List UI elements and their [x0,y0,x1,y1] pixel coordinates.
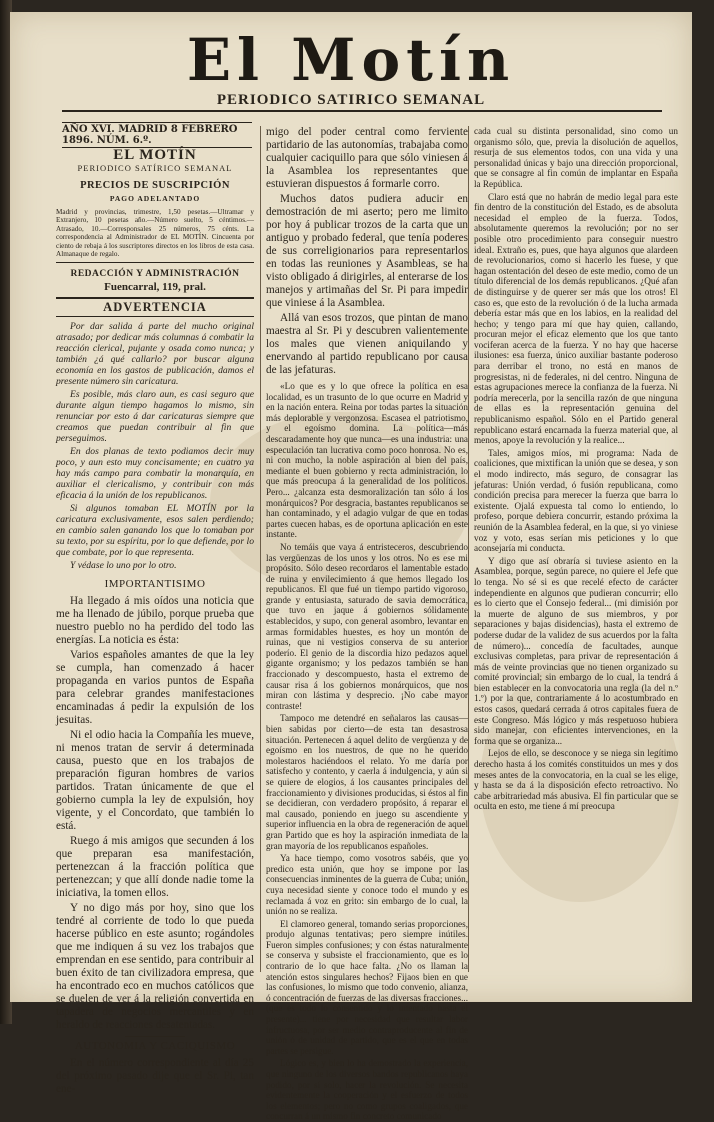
paragraph: «Lo que es y lo que ofrece la política en esa localidad, es un trasunto de lo que ocurre en Madrid y en la nación entera. Reina por todas partes la situación más deplorable y vergonzosa. Escasea el patriotismo, y el egoísmo domina. La política—más descaradamente hoy que nunca—es una industria: una especulación tan lucrativa como poco honrosa. No es, ni con mucho, la noble aspiración al bien del país, mediante el buen gobierno y recta administración, lo que más preocupa á la generalidad de los políticos. Pero... ¿alcanza esta desmoralización tan sólo á los monárquicos? Por desgracia, bastantes republicanos se han contaminado, y el adagio vulgar de que en todas partes cuecen habas, es de oportuna aplicación en este instante. [266,381,468,540]
admin-heading: REDACCIÓN Y ADMINISTRACIÓN [70,269,240,280]
paragraph: Ruego á mis amigos que secunden á los que preparan esa manifestación, pertenezcan á la fracción política que pertenezcan; y que allí donde nadie tome la iniciativa, la tomen ellos. [56,835,254,900]
subscription-tagline: PERIODICO SATÍRICO SEMANAL [77,163,233,173]
importantisimo-title: IMPORTANTISIMO [104,578,206,591]
masthead [10,26,692,109]
subscription-payment: PAGO ADELANTADO [109,194,201,203]
subscription-box [56,147,254,263]
masthead-rule [62,110,662,112]
column-2 [260,126,468,1122]
paragraph: Ni el odio hacia la Compañía les mueve, ni menos tratan de servir á determinada causa, puesto que en los trabajos de preparación figuran hombres de varios partidos. Tratan únicamente de que el gobierno cumpla la ley de expulsión, hoy vigente, y el Concordato, que también lo está. [56,729,254,833]
subscription-details: Madrid y provincias, trimestre, 1,50 pesetas.—Ultramar y Extranjero, 10 pesetas año.—Número suelto, 5 céntimos.—Atrasado, 10.—Corresponsales 25 números, 75 cénts. La correspondencia al Administrador de EL MOTÍN. Cincuenta por ciento de rebaja á los suscriptores directos en los libros de esta casa. Almanaque de regalo. [56,208,254,259]
paragraph: Muchos datos pudiera aducir en demostración de mi aserto; pero me limito por hoy á publicar trozos de la carta que un antiguo y probado federal, que tenía poderes de sus correligionarios para representarlos en todas las reuniones y Asambleas, se ha visto obligado á dirigirles, al enterarse de los manejos y artimañas del Sr. Pi para impedir que viniese á la Asamblea. [266,193,468,309]
issue-dateline: AÑO XVI. MADRID 8 FEBRERO 1896. NÚM. 6.º. [62,122,252,148]
newspaper-page [10,12,692,1122]
advertencia-body [56,321,254,571]
autonomia-title: AUTONOMIA Y CACIQUISMO [74,1040,236,1053]
paragraph: Y védase lo uno por lo otro. [70,560,177,572]
column-3 [468,126,678,972]
importantisimo-body [56,595,254,1032]
paragraph: En dos planas de texto podiamos decir muy poco, y aun esto muy concisamente; en cuatro ya hay más campo para combatir la monarquía, en auxiliar el clericalismo, y contribuir con más eficacia á la unión de los republicanos. [56,446,254,502]
paragraph: cada cual su distinta personalidad, sino como un organismo sólo, que, previa la disolución de aquellos, resurja de sus elementos todos, con una vida y una personalidad únicas y bajo una dirección proporcional, que se consagre al fin común de implantar en España la República. [474,126,678,189]
paragraph: Claro está que no habrán de medio legal para este fin dentro de la constitución del Estado, es de absoluta necesidad el empleo de la fuerza. Todos, absolutamente queremos la revolución; por no ser posible otro procedimiento para conseguir nuestro ideal. Extraño es, pues, que haya algunos que alardeen de revolucionarios, como si hacerlo les fuese, y que hagan ostentación del deseo de este medio, como de un título diferencial de los demás republicanos. ¿Qué afan de distinguirse y de querer ser más que los otros! El caso es, que esto de la revolución ó de la lucha armada debería estar más que en los labios, en la realidad del hecho; y tengo para mí que hay quien, callando, procuran mejor el eficaz elemento que los que tanto vociferan acerca de la fuerza. Y no hay que hacerse ilusiones: esa fuerza, único auxiliar bastante poderoso para derribar el trono, no está en manos de progresistas, ni de federales, ni del centro. Ninguna de estas agrupaciones merece la confianza de la fuerza. Ni podría merecerla, por la sencilla razón de que ninguna de ellas es la representación genuina del republicanismo español. Sólo en el Partido general republicano estará encarnada la fuerza material que, al menos, apoye la revolución y la realice... [474,191,678,446]
letter-quote [266,381,468,1122]
paragraph: El clamoreo general, tomando serias proporciones, produjo algunas tentativas; pero siempre inútiles. Fueron simples confusiones; y con éstas naturalmente se conserva y subsiste el fraccionamiento, que es lo contrario de lo que hace falta. ¿No os llaman la atención estos singulares hechos? Fijaos bien en que las confusiones, lo mismo que todo convenio, alianza, ó concentración de fuerzas de las diversas fracciones... (que es todo lo consentido y lo intentado hasta el presente)... tiene por necesidad que resultar labor infructuosa, por ser medio contraproducente al fin de unión ó de unidad de partido, que es el que en todas partes se persigue. [266,918,468,1056]
autonomia-body [56,1057,254,1096]
paragraph: Varios españoles amantes de que la ley se cumpla, han comenzado á hacer propaganda en varios puntos de España para celebrar grandes manifestaciones encaminadas á pedir la expulsión de los jesuitas. [56,649,254,727]
advertencia-title: ADVERTENCIA [56,299,254,317]
paragraph: Si algunos tomaban EL MOTÍN por la caricatura exclusivamente, esos salen perdiendo; en cambio salen ganando los que lo tomaban por su texto, por su espíritu, por lo que defiende, por lo que combate, por lo que representa. [56,503,254,559]
admin-address: Fuencarral, 119, pral. [104,281,206,294]
paragraph: Allá van esos trozos, que pintan de mano maestra al Sr. Pi y descubren valientemente los males que vienen aniquilando y enervando al partido republicano por causa de las jefaturas. [266,312,468,376]
paragraph: Y no digo más por hoy, sino que los tendré al corriente de todo lo que pueda hacerse público en este asunto; rogándoles que me indiquen á su vez los trabajos que emprendan en ese sentido, para contribuir al buen éxito de tan civilizadora empresa, que ha encontrado eco en muchos católicos que se duelen de ver á la religión convertida en tapadera de negocios mercantiles y en heraldo de reacciones desatentadas. [56,902,254,1032]
paragraph: Y digo que así obraría si tuviese asiento en la Asamblea, porque, según parece, no quiere el Jefe que lo tenga. No sé si es que recelé efecto de carácter independiente en algunos que pudieran concurrir; ello es lo cierto que el Consejo federal... (mi dimisión por la muerte de alguno de sus miembros, y por separaciones y bajas disidencias), hasta el extremo de poderse dudar de la validez de sus acuerdos por la falta de número)... concedía de facultades, aunque exclusivas completas, para privar de representación á más de veinte provincias que no tienen organizado su comité provincial; sin embargo de lo cual, la tendrá á bien establecer en la convocatoria una regla (la del n.º 1.º) por la que, contrariamente á lo acostumbrado en estos casos, quedará cerrada á otros capitales fuera de este Congreso. Más lógico y más respetuoso hubiera sido manejar, con eficientes intervenciones, en la forma que se organiza... [474,555,678,746]
column-1 [56,126,254,1096]
paragraph: Lógico es, y bien lo ha demostrado la experiencia, que ninguno de los diversos bandos republicanos haya podido, por sí solo, hacer la revolución. Se necesita evidentemente la cooperación y el esfuerzo de todos los elementos; pero no como grupos coaligados, que concurran á un mismo fin concreto comunicado [266,1058,468,1122]
paragraph: Tales, amigos míos, mi programa: Nada de coaliciones, que mixtifican la unión que se desea, y son el modo indirecto, más seguro, de consagrar las jefaturas: Unión verdad, ó fusión republicana, como condición precisa para merecer la fuerza que barra lo existente. Ojalá expuesta tal como lo entiendo, lo profeso, porque debiera concurrir, estando próxima la reunión de la Asamblea federal, en la que, si yo viniese voz y voto, esas serían mis peticiones y lo que aconsejaría mi conducta. [474,447,678,554]
paragraph: Por dar salida á parte del mucho original atrasado; por dedicar más columnas á combatir la reacción clerical, pujante y osada como nunca; y también ¿á qué callarlo? por buscar alguna economía en los gastos de publicación, damos el presente número sin caricatura. [56,321,254,388]
divider [125,1036,185,1037]
address-box [56,263,254,299]
paragraph: Tampoco me detendré en señalaros las causas—bien sabidas por cierto—de esta tan desastrosa situación. Pertenecen á aquel delito de vergüenza y de egoísmo en los nuestros, de que no he querido molestaros haciéndoos el relato. Yo me daría por satisfecho y contento, y caerla á indulgencia, y aún si se quiere de elogios, á los causantes principales del fraccionamiento y divisiones producidas, si éstos al fin se decidieran, con verdadero propósito, á reparar el mal causado, poniendo en juego su ascendiente y superior influencia en la obra de regeneración de aquel gran Partido que es hoy la aspiración inmediata de la gran mayoría de los republicanos españoles. [266,713,468,851]
paragraph: Ha llegado á mis oídos una noticia que me ha llenado de júbilo, porque prueba que nuestro pueblo no ha perdido del todo las energías. La noticia es ésta: [56,595,254,647]
paragraph: No temáis que vaya á entristeceros, descubriendo las vergüenzas de los unos y los otros. No es ese mi propósito. Sólo deseo recordaros el lamentable estado de ruina y envilecimiento á que hemos llegado los republicanos. El que fué un tiempo partido vigoroso, grande y entusiasta, saturado de savia democrática, que tuvo en jaque á gobiernos sólidamente establecidos, y supo, con general asombro, levantar en armas formidables huestes, es hoy un montón de ruinas, que ni vestigios conserva de su anterior poderío. El genio de la discordia hizo pedazos aquel gigante organismo; y los pedazos también se han fraccionado y descompuesto, hasta el extremo de causar risa á los gobiernos monárquicos, que nos miran con lástima y desprecio. ¡No cabe mayor contraste! [266,541,468,711]
subscription-name: EL MOTÍN [113,147,197,163]
paragraph: Ya hace tiempo, como vosotros sabéis, que yo predico esta unión, que hoy se impone por las consecuencias inminentes de la guerra de Cuba; unión, cuya necesidad siente y conoce todo el mundo y es reclamada á voz en grito: sin embargo de lo cual, la unión no se realiza. [266,853,468,917]
subscription-heading: PRECIOS DE SUSCRIPCIÓN [80,180,230,191]
paragraph: En el número correspondiente al día 25 del próximo pasado dije que el Sr. Pi, tan ene- [56,1057,254,1096]
paragraph: Lejos de ello, se desconoce y se niega sin legítimo derecho hasta á los comités constituidos un mes y dos meses antes de la convocatoria, en la cual se les elige, y hasta se da á la disposición efecto retroactivo. No cabe arbitrariedad más abusiva. El fin particular que se oculta en esto, me tiene á mí preocupa [474,748,678,812]
newspaper-title: El Motín [186,26,516,94]
paragraph: migo del poder central como ferviente partidario de las autonomías, trabajaba como cualquier caciquillo para que sólo viniesen á la Asamblea los representantes que estuvieran dispuestos á formarle corro. [266,126,468,190]
paragraph: Es posible, más claro aun, es casi seguro que durante algun tiempo hagamos lo mismo, sin renunciar por esto á dar caricaturas siempre que creamos que puedan contribuir al fin que perseguimos. [56,389,254,445]
newspaper-subtitle: PERIODICO SATIRICO SEMANAL [216,92,486,108]
